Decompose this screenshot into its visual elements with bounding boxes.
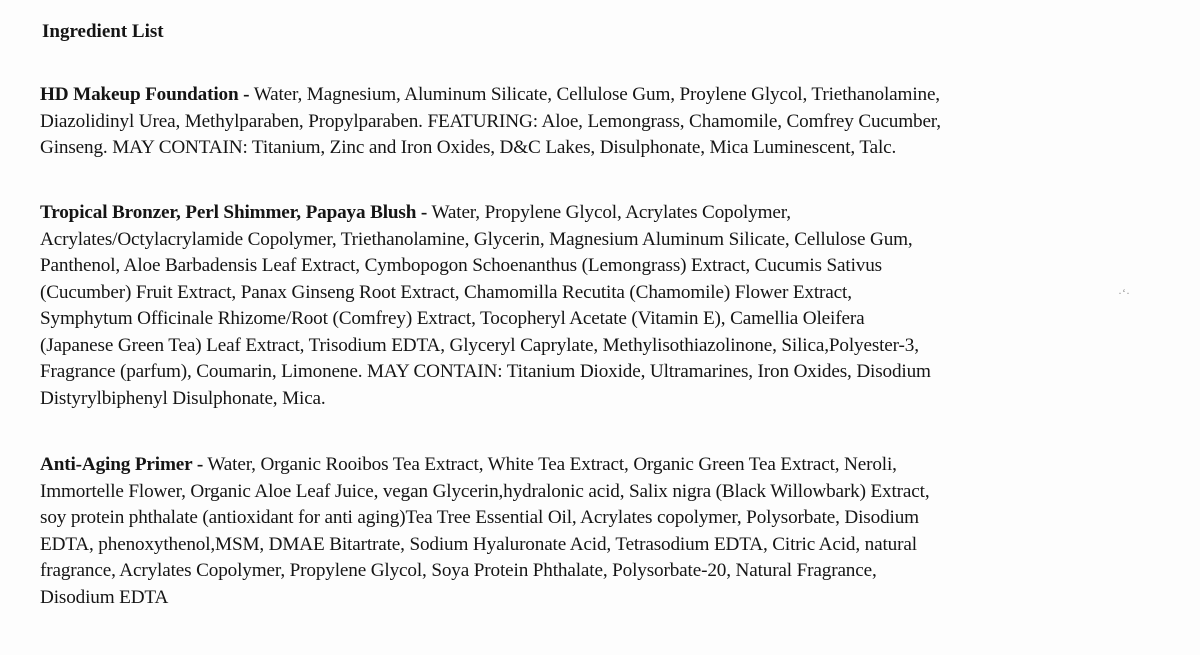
section-line [40,200,931,227]
section-line [40,452,929,479]
section-heading: Tropical Bronzer, Perl Shimmer, Papaya Blush - [40,202,428,223]
ingredient-text: Distyrylbiphenyl Disulphonate, Mica. [40,387,326,409]
ingredient-text: soy protein phthalate (antioxidant for anti aging)Tea Tree Essential Oil, Acrylates copolymer, Polysorbate, Disodium [40,507,919,528]
ingredient-text: (Japanese Green Tea) Leaf Extract, Trisodium EDTA, Glyceryl Caprylate, Methylisothiazolinone, Silica,Polyester-3, [40,334,919,356]
ingredient-text: Fragrance (parfum), Coumarin, Limonene. MAY CONTAIN: Titanium Dioxide, Ultramarines, Iron Oxides, Disodium [40,361,931,382]
ingredient-section-bronzer [40,200,931,412]
section-heading: HD Makeup Foundation - [40,84,250,105]
ingredient-text: Diazolidinyl Urea, Methylparaben, Propylparaben. FEATURING: Aloe, Lemongrass, Chamomile, Comfrey Cucumber, [40,110,941,132]
ingredient-text: Disodium EDTA [40,586,169,608]
ingredient-text: Symphytum Officinale Rhizome/Root (Comfrey) Extract, Tocopheryl Acetate (Vitamin E), Camellia Oleifera [40,308,865,329]
ingredient-text: Immortelle Flower, Organic Aloe Leaf Juice, vegan Glycerin,hydralonic acid, Salix nigra (Black Willowbark) Extract, [40,480,930,502]
ingredient-section-primer [40,452,929,611]
page-title: Ingredient List [42,21,164,42]
ingredient-text: (Cucumber) Fruit Extract, Panax Ginseng Root Extract, Chamomilla Recutita (Chamomile) Flower Extract, [40,281,852,303]
ingredient-text: Acrylates/Octylacrylamide Copolymer, Triethanolamine, Glycerin, Magnesium Aluminum Silicate, Cellulose Gum, [40,228,913,250]
section-line [40,82,941,109]
scan-speck-mark: ·ʻ· [1118,286,1130,300]
section-heading: Anti-Aging Primer - [40,454,204,475]
ingredient-text: EDTA, phenoxythenol,MSM, DMAE Bitartrate, Sodium Hyaluronate Acid, Tetrasodium EDTA, Citric Acid, natural [40,533,917,555]
ingredient-text: Water, Organic Rooibos Tea Extract, White Tea Extract, Organic Green Tea Extract, Neroli, [203,454,897,475]
ingredient-text: Ginseng. MAY CONTAIN: Titanium, Zinc and Iron Oxides, D&C Lakes, Disulphonate, Mica Luminescent, Talc. [40,137,897,158]
ingredient-text: Water, Propylene Glycol, Acrylates Copolymer, [427,202,791,223]
ingredient-text: Water, Magnesium, Aluminum Silicate, Cellulose Gum, Proylene Glycol, Triethanolamine, [249,84,940,105]
ingredient-text: Panthenol, Aloe Barbadensis Leaf Extract, Cymbopogon Schoenanthus (Lemongrass) Extract, Cucumis Sativus [40,255,882,276]
ingredient-text: fragrance, Acrylates Copolymer, Propylene Glycol, Soya Protein Phthalate, Polysorbate-20, Natural Fragrance, [40,560,877,581]
ingredient-section-foundation [40,82,941,162]
